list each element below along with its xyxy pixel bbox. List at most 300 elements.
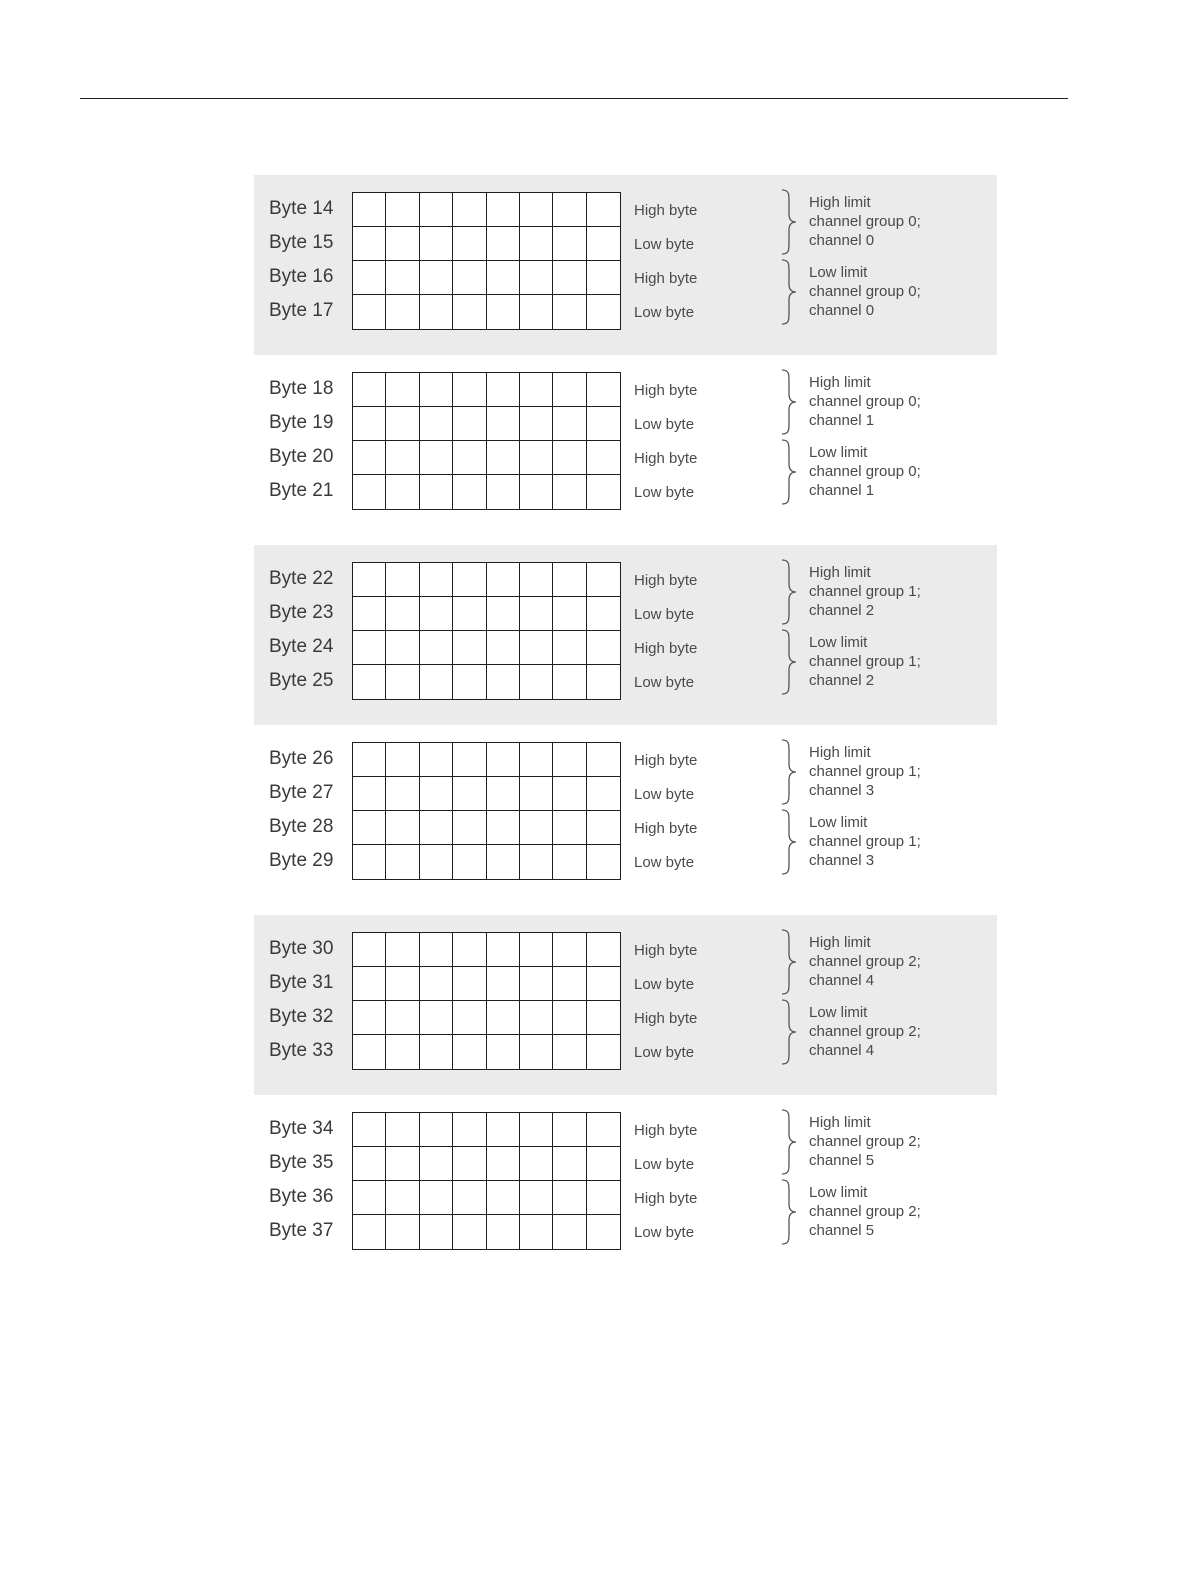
bit-cell (386, 261, 419, 295)
bit-cell (520, 631, 553, 665)
bit-cell (453, 967, 486, 1001)
bit-cell (420, 373, 453, 407)
bit-cell (553, 597, 586, 631)
brace-icon (780, 999, 800, 1065)
high-limit-description (809, 193, 921, 250)
limit-desc-line: High limit (809, 194, 871, 211)
bit-cell (587, 1215, 620, 1249)
bit-cell (386, 933, 419, 967)
bit-cell (487, 777, 520, 811)
byte-label: Byte 37 (269, 1220, 334, 1241)
bit-cell (520, 743, 553, 777)
bit-cell (487, 261, 520, 295)
high-limit-description (809, 1113, 921, 1170)
byte-label: Byte 22 (269, 568, 334, 589)
bit-cell (520, 811, 553, 845)
bit-cell (520, 845, 553, 879)
bit-cell (386, 295, 419, 329)
header-rule (80, 98, 1068, 99)
bit-cell (587, 845, 620, 879)
bit-cell (520, 967, 553, 1001)
bit-cell (453, 811, 486, 845)
low-limit-description (809, 443, 921, 500)
bit-cell (587, 373, 620, 407)
bit-cell (587, 1035, 620, 1069)
bit-cell (587, 811, 620, 845)
byte-label: Byte 24 (269, 636, 334, 657)
bit-cell (553, 631, 586, 665)
byte-kind-label: High byte (634, 1122, 698, 1139)
bit-cell (386, 665, 419, 699)
bit-cell (386, 407, 419, 441)
byte-kind-label: High byte (634, 270, 698, 287)
bit-cell (453, 407, 486, 441)
byte-label: Byte 30 (269, 938, 334, 959)
bit-cell (453, 933, 486, 967)
bit-cell (453, 777, 486, 811)
brace-icon (780, 929, 800, 995)
byte-kind-label: Low byte (634, 786, 695, 803)
bit-cell (587, 295, 620, 329)
bit-cell (420, 933, 453, 967)
brace-icon (780, 439, 800, 505)
bit-cell (553, 665, 586, 699)
bit-cell (353, 475, 386, 509)
bit-cell (420, 777, 453, 811)
byte-kind-label: High byte (634, 202, 698, 219)
limit-desc-line: channel 3 (809, 782, 875, 799)
byte-label: Byte 34 (269, 1118, 334, 1139)
bit-cell (487, 475, 520, 509)
low-limit-description (809, 1183, 921, 1240)
limit-desc-line: channel group 0; (809, 213, 921, 230)
bit-grid (352, 1112, 621, 1250)
bit-cell (553, 845, 586, 879)
bit-cell (553, 563, 586, 597)
limit-desc-line: Low limit (809, 444, 868, 461)
bit-cell (453, 295, 486, 329)
bit-cell (553, 1181, 586, 1215)
byte-kind-label: Low byte (634, 1224, 695, 1241)
byte-label: Byte 20 (269, 446, 334, 467)
bit-cell (420, 1215, 453, 1249)
bit-cell (353, 407, 386, 441)
bit-cell (520, 373, 553, 407)
limit-desc-line: channel 4 (809, 972, 875, 989)
limit-desc-line: Low limit (809, 1004, 868, 1021)
limit-section (254, 545, 997, 725)
bit-grid (352, 742, 621, 880)
bit-cell (420, 631, 453, 665)
bit-cell (353, 597, 386, 631)
bit-cell (487, 1181, 520, 1215)
limit-desc-line: channel 0 (809, 302, 875, 319)
bit-cell (520, 665, 553, 699)
bit-cell (353, 967, 386, 1001)
bit-cell (487, 665, 520, 699)
limit-desc-line: channel group 2; (809, 1133, 921, 1150)
limit-desc-line: channel group 0; (809, 283, 921, 300)
limit-desc-line: channel group 2; (809, 1023, 921, 1040)
bit-cell (420, 1147, 453, 1181)
bit-cell (453, 1181, 486, 1215)
bit-cell (420, 1001, 453, 1035)
bit-cell (386, 1147, 419, 1181)
low-limit-description (809, 1003, 921, 1060)
bit-cell (420, 743, 453, 777)
bit-cell (386, 1001, 419, 1035)
byte-label: Byte 25 (269, 670, 334, 691)
bit-cell (420, 597, 453, 631)
bit-cell (520, 1215, 553, 1249)
bit-cell (420, 193, 453, 227)
bit-cell (386, 845, 419, 879)
byte-label: Byte 27 (269, 782, 334, 803)
bit-cell (487, 845, 520, 879)
byte-kind-label: Low byte (634, 304, 695, 321)
bit-cell (520, 441, 553, 475)
bit-cell (420, 475, 453, 509)
bit-cell (520, 777, 553, 811)
bit-cell (353, 1215, 386, 1249)
bit-cell (420, 811, 453, 845)
bit-cell (453, 1147, 486, 1181)
limit-desc-line: channel 1 (809, 412, 875, 429)
bit-cell (587, 631, 620, 665)
bit-cell (587, 441, 620, 475)
bit-cell (353, 777, 386, 811)
byte-label: Byte 33 (269, 1040, 334, 1061)
low-limit-description (809, 813, 921, 870)
bit-cell (553, 811, 586, 845)
bit-cell (587, 1001, 620, 1035)
bit-cell (553, 407, 586, 441)
limit-desc-line: channel 5 (809, 1152, 875, 1169)
bit-cell (386, 967, 419, 1001)
limit-desc-line: High limit (809, 564, 871, 581)
bit-cell (553, 1215, 586, 1249)
bit-cell (520, 193, 553, 227)
bit-grid (352, 372, 621, 510)
bit-cell (386, 1215, 419, 1249)
bit-cell (487, 631, 520, 665)
bit-cell (386, 475, 419, 509)
bit-cell (553, 227, 586, 261)
limit-desc-line: channel 1 (809, 482, 875, 499)
bit-cell (386, 777, 419, 811)
bit-cell (353, 1113, 386, 1147)
bit-cell (353, 1181, 386, 1215)
bit-cell (420, 295, 453, 329)
bit-cell (587, 597, 620, 631)
bit-cell (420, 845, 453, 879)
byte-label: Byte 29 (269, 850, 334, 871)
bit-cell (353, 811, 386, 845)
bit-cell (386, 563, 419, 597)
byte-kind-label: Low byte (634, 484, 695, 501)
byte-kind-label: High byte (634, 450, 698, 467)
high-limit-description (809, 373, 921, 430)
bit-cell (587, 777, 620, 811)
byte-label: Byte 32 (269, 1006, 334, 1027)
bit-cell (353, 933, 386, 967)
bit-cell (453, 441, 486, 475)
bit-cell (420, 441, 453, 475)
byte-label: Byte 17 (269, 300, 334, 321)
limit-desc-line: Low limit (809, 814, 868, 831)
byte-label: Byte 16 (269, 266, 334, 287)
bit-cell (453, 227, 486, 261)
bit-cell (553, 933, 586, 967)
bit-cell (553, 193, 586, 227)
limit-desc-line: channel 0 (809, 232, 875, 249)
bit-cell (353, 631, 386, 665)
bit-cell (487, 373, 520, 407)
bit-cell (420, 967, 453, 1001)
bit-cell (386, 631, 419, 665)
bit-cell (386, 743, 419, 777)
brace-icon (780, 189, 800, 255)
bit-cell (487, 407, 520, 441)
bit-cell (553, 777, 586, 811)
byte-kind-label: Low byte (634, 854, 695, 871)
bit-cell (487, 1035, 520, 1069)
bit-cell (520, 261, 553, 295)
limit-desc-line: channel group 0; (809, 393, 921, 410)
byte-kind-label: High byte (634, 382, 698, 399)
limit-section (254, 1095, 997, 1285)
bit-cell (520, 597, 553, 631)
bit-cell (487, 967, 520, 1001)
byte-kind-label: High byte (634, 640, 698, 657)
bit-cell (487, 1113, 520, 1147)
byte-label: Byte 18 (269, 378, 334, 399)
bit-cell (453, 475, 486, 509)
bit-grid (352, 932, 621, 1070)
bit-cell (587, 967, 620, 1001)
high-limit-description (809, 743, 921, 800)
brace-icon (780, 809, 800, 875)
bit-cell (386, 1113, 419, 1147)
limit-section (254, 175, 997, 355)
bit-cell (553, 441, 586, 475)
bit-cell (386, 597, 419, 631)
bit-cell (587, 743, 620, 777)
byte-kind-label: High byte (634, 820, 698, 837)
brace-icon (780, 629, 800, 695)
limit-desc-line: channel 5 (809, 1222, 875, 1239)
bit-cell (553, 743, 586, 777)
brace-icon (780, 1109, 800, 1175)
brace-icon (780, 559, 800, 625)
limit-desc-line: channel group 1; (809, 653, 921, 670)
bit-cell (520, 1181, 553, 1215)
bit-grid (352, 192, 621, 330)
bit-cell (587, 261, 620, 295)
bit-cell (420, 261, 453, 295)
bit-cell (487, 1001, 520, 1035)
bit-cell (353, 261, 386, 295)
bit-cell (420, 563, 453, 597)
byte-label: Byte 28 (269, 816, 334, 837)
bit-cell (587, 933, 620, 967)
bit-cell (453, 743, 486, 777)
brace-icon (780, 739, 800, 805)
limit-desc-line: channel group 1; (809, 583, 921, 600)
byte-kind-label: High byte (634, 752, 698, 769)
bit-cell (487, 193, 520, 227)
limit-desc-line: Low limit (809, 264, 868, 281)
bit-cell (553, 373, 586, 407)
bit-cell (453, 597, 486, 631)
bit-cell (353, 665, 386, 699)
bit-cell (420, 1035, 453, 1069)
bit-cell (553, 1147, 586, 1181)
bit-cell (520, 295, 553, 329)
bit-cell (587, 475, 620, 509)
bit-cell (487, 563, 520, 597)
bit-cell (520, 407, 553, 441)
bit-cell (487, 1147, 520, 1181)
byte-kind-label: Low byte (634, 976, 695, 993)
bit-cell (587, 1113, 620, 1147)
bit-cell (453, 665, 486, 699)
byte-label: Byte 35 (269, 1152, 334, 1173)
limit-desc-line: channel 2 (809, 602, 875, 619)
brace-icon (780, 259, 800, 325)
bit-cell (587, 1181, 620, 1215)
limit-section (254, 355, 997, 545)
byte-kind-label: Low byte (634, 674, 695, 691)
bit-cell (453, 563, 486, 597)
byte-kind-label: Low byte (634, 416, 695, 433)
bit-cell (386, 1035, 419, 1069)
limit-desc-line: High limit (809, 374, 871, 391)
bit-cell (487, 597, 520, 631)
limit-desc-line: Low limit (809, 1184, 868, 1201)
bit-cell (453, 193, 486, 227)
byte-label: Byte 14 (269, 198, 334, 219)
limit-desc-line: channel 2 (809, 672, 875, 689)
bit-cell (386, 441, 419, 475)
limit-desc-line: High limit (809, 744, 871, 761)
bit-cell (587, 665, 620, 699)
byte-kind-label: High byte (634, 572, 698, 589)
bit-cell (487, 1215, 520, 1249)
bit-cell (453, 373, 486, 407)
brace-icon (780, 1179, 800, 1245)
bit-cell (420, 1181, 453, 1215)
bit-cell (386, 811, 419, 845)
byte-kind-label: High byte (634, 942, 698, 959)
limit-desc-line: channel 3 (809, 852, 875, 869)
high-limit-description (809, 563, 921, 620)
bit-cell (386, 373, 419, 407)
bit-cell (520, 1035, 553, 1069)
bit-cell (520, 1113, 553, 1147)
bit-cell (487, 811, 520, 845)
bit-cell (353, 743, 386, 777)
limit-desc-line: channel group 0; (809, 463, 921, 480)
limit-desc-line: channel group 2; (809, 953, 921, 970)
brace-icon (780, 369, 800, 435)
bit-cell (553, 295, 586, 329)
bit-cell (420, 227, 453, 261)
bit-grid (352, 562, 621, 700)
limit-desc-line: High limit (809, 934, 871, 951)
bit-cell (353, 1001, 386, 1035)
limit-desc-line: channel 4 (809, 1042, 875, 1059)
byte-kind-label: Low byte (634, 1156, 695, 1173)
bit-cell (353, 441, 386, 475)
bit-cell (420, 665, 453, 699)
limit-section (254, 915, 997, 1095)
bit-cell (420, 1113, 453, 1147)
limit-desc-line: channel group 1; (809, 763, 921, 780)
bit-cell (386, 1181, 419, 1215)
low-limit-description (809, 633, 921, 690)
bit-cell (353, 227, 386, 261)
byte-kind-label: Low byte (634, 606, 695, 623)
bit-cell (453, 1035, 486, 1069)
bit-cell (553, 261, 586, 295)
high-limit-description (809, 933, 921, 990)
bit-cell (587, 563, 620, 597)
bit-cell (353, 193, 386, 227)
bit-cell (487, 743, 520, 777)
bit-cell (353, 845, 386, 879)
byte-kind-label: High byte (634, 1010, 698, 1027)
byte-kind-label: Low byte (634, 236, 695, 253)
bit-cell (520, 1001, 553, 1035)
bit-cell (520, 1147, 553, 1181)
bit-cell (553, 1001, 586, 1035)
bit-cell (520, 563, 553, 597)
byte-label: Byte 19 (269, 412, 334, 433)
byte-kind-label: High byte (634, 1190, 698, 1207)
bit-cell (353, 1035, 386, 1069)
byte-label: Byte 21 (269, 480, 334, 501)
bit-cell (520, 227, 553, 261)
bit-cell (587, 193, 620, 227)
limit-desc-line: channel group 2; (809, 1203, 921, 1220)
low-limit-description (809, 263, 921, 320)
bit-cell (587, 227, 620, 261)
bit-cell (487, 441, 520, 475)
bit-cell (453, 631, 486, 665)
bit-cell (587, 407, 620, 441)
bit-cell (386, 193, 419, 227)
bit-cell (420, 407, 453, 441)
limit-desc-line: Low limit (809, 634, 868, 651)
bit-cell (553, 1035, 586, 1069)
byte-label: Byte 36 (269, 1186, 334, 1207)
byte-kind-label: Low byte (634, 1044, 695, 1061)
bit-cell (520, 475, 553, 509)
byte-label: Byte 31 (269, 972, 334, 993)
bit-cell (587, 1147, 620, 1181)
byte-layout-figure (254, 175, 997, 1285)
bit-cell (353, 563, 386, 597)
bit-cell (453, 261, 486, 295)
bit-cell (453, 845, 486, 879)
bit-cell (353, 1147, 386, 1181)
bit-cell (553, 967, 586, 1001)
bit-cell (453, 1113, 486, 1147)
bit-cell (353, 373, 386, 407)
bit-cell (353, 295, 386, 329)
bit-cell (553, 475, 586, 509)
